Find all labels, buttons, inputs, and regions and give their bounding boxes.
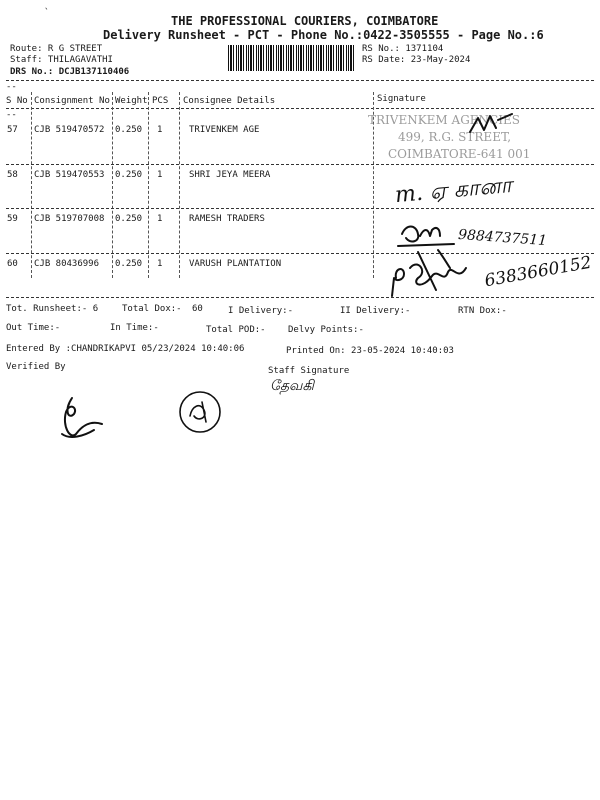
column-header-sno: S No	[6, 96, 28, 106]
rs-number: RS No.: 1371104	[362, 44, 444, 54]
total-pod: Total POD:-	[206, 325, 266, 335]
staff-label: Staff: THILAGAVATHI	[10, 55, 113, 65]
column-header-consignee: Consignee Details	[183, 96, 276, 106]
dash-mark: --	[6, 110, 17, 120]
row-weight: 0.250	[115, 259, 143, 269]
handwritten-phone-row59: 9884737511	[457, 226, 548, 250]
column-separator	[148, 92, 149, 278]
column-header-weight: Weight	[115, 96, 148, 106]
row-consignment: CJB 519470553	[34, 170, 105, 180]
company-title: THE PROFESSIONAL COURIERS, COIMBATORE	[171, 14, 439, 28]
handwritten-phone-row60: 6383660152	[483, 252, 594, 292]
row-pcs: 1	[157, 214, 163, 224]
signature-row57	[468, 110, 518, 140]
row-consignment: CJB 519707008	[34, 214, 105, 224]
column-separator	[179, 92, 180, 278]
i-delivery: I Delivery:-	[228, 306, 294, 316]
row-consignee: TRIVENKEM AGE	[189, 125, 260, 135]
route-label: Route: R G STREET	[10, 44, 103, 54]
staff-signature-label: Staff Signature	[268, 366, 350, 376]
staff-signature: தேவகி	[270, 378, 314, 394]
row-consignee: SHRI JEYA MEERA	[189, 170, 271, 180]
row-pcs: 1	[157, 125, 163, 135]
row-pcs: 1	[157, 259, 163, 269]
column-separator	[31, 92, 32, 278]
row-sno: 58	[7, 170, 18, 180]
row-consignment: CJB 519470572	[34, 125, 105, 135]
entered-by: Entered By :CHANDRIKAPVI 05/23/2024 10:40:06	[6, 344, 245, 354]
rs-date: RS Date: 23-May-2024	[362, 55, 471, 65]
rtn-dox: RTN Dox:-	[458, 306, 507, 316]
company-stamp: TRIVENKEM AGENCIES 499, R.G. STREET, COIMBATORE-641 001	[368, 113, 531, 161]
row-consignee: RAMESH TRADERS	[189, 214, 265, 224]
row-sno: 59	[7, 214, 18, 224]
delvy-points: Delvy Points:-	[288, 325, 364, 335]
verified-signature	[50, 390, 120, 446]
total-dox-value: 60	[192, 304, 203, 314]
corner-mark: `	[44, 8, 50, 18]
signature-row58: m. ஏ கானா	[394, 172, 514, 209]
runsheet-subtitle: Delivery Runsheet - PCT - Phone No.:0422-3505555 - Page No.:6	[103, 28, 544, 42]
barcode-image	[228, 45, 356, 71]
row-weight: 0.250	[115, 170, 143, 180]
divider	[6, 297, 594, 298]
row-pcs: 1	[157, 170, 163, 180]
drs-number: DRS No.: DCJB137110406	[10, 67, 130, 77]
row-weight: 0.250	[115, 214, 143, 224]
divider	[6, 253, 594, 254]
column-separator	[112, 92, 113, 278]
dash-mark: --	[6, 82, 17, 92]
verified-by: Verified By	[6, 362, 66, 372]
total-dox-label: Total Dox:-	[122, 304, 182, 314]
divider	[6, 208, 594, 209]
divider	[6, 108, 594, 109]
column-header-pcs: PCS	[152, 96, 169, 106]
tot-runsheet: Tot. Runsheet:- 6	[6, 304, 99, 314]
row-sno: 57	[7, 125, 18, 135]
printed-on: Printed On: 23-05-2024 10:40:03	[286, 346, 454, 356]
row-consignee: VARUSH PLANTATION	[189, 259, 282, 269]
ii-delivery: II Delivery:-	[340, 306, 411, 316]
row-sno: 60	[7, 259, 18, 269]
row-consignment: CJB 80436996	[34, 259, 100, 269]
row-weight: 0.250	[115, 125, 143, 135]
out-time: Out Time:-	[6, 323, 61, 333]
column-header-consignment: Consignment No	[34, 96, 110, 106]
in-time: In Time:-	[110, 323, 159, 333]
divider	[6, 80, 594, 81]
column-header-signature: Signature	[377, 94, 426, 104]
initial-mark	[176, 388, 224, 436]
